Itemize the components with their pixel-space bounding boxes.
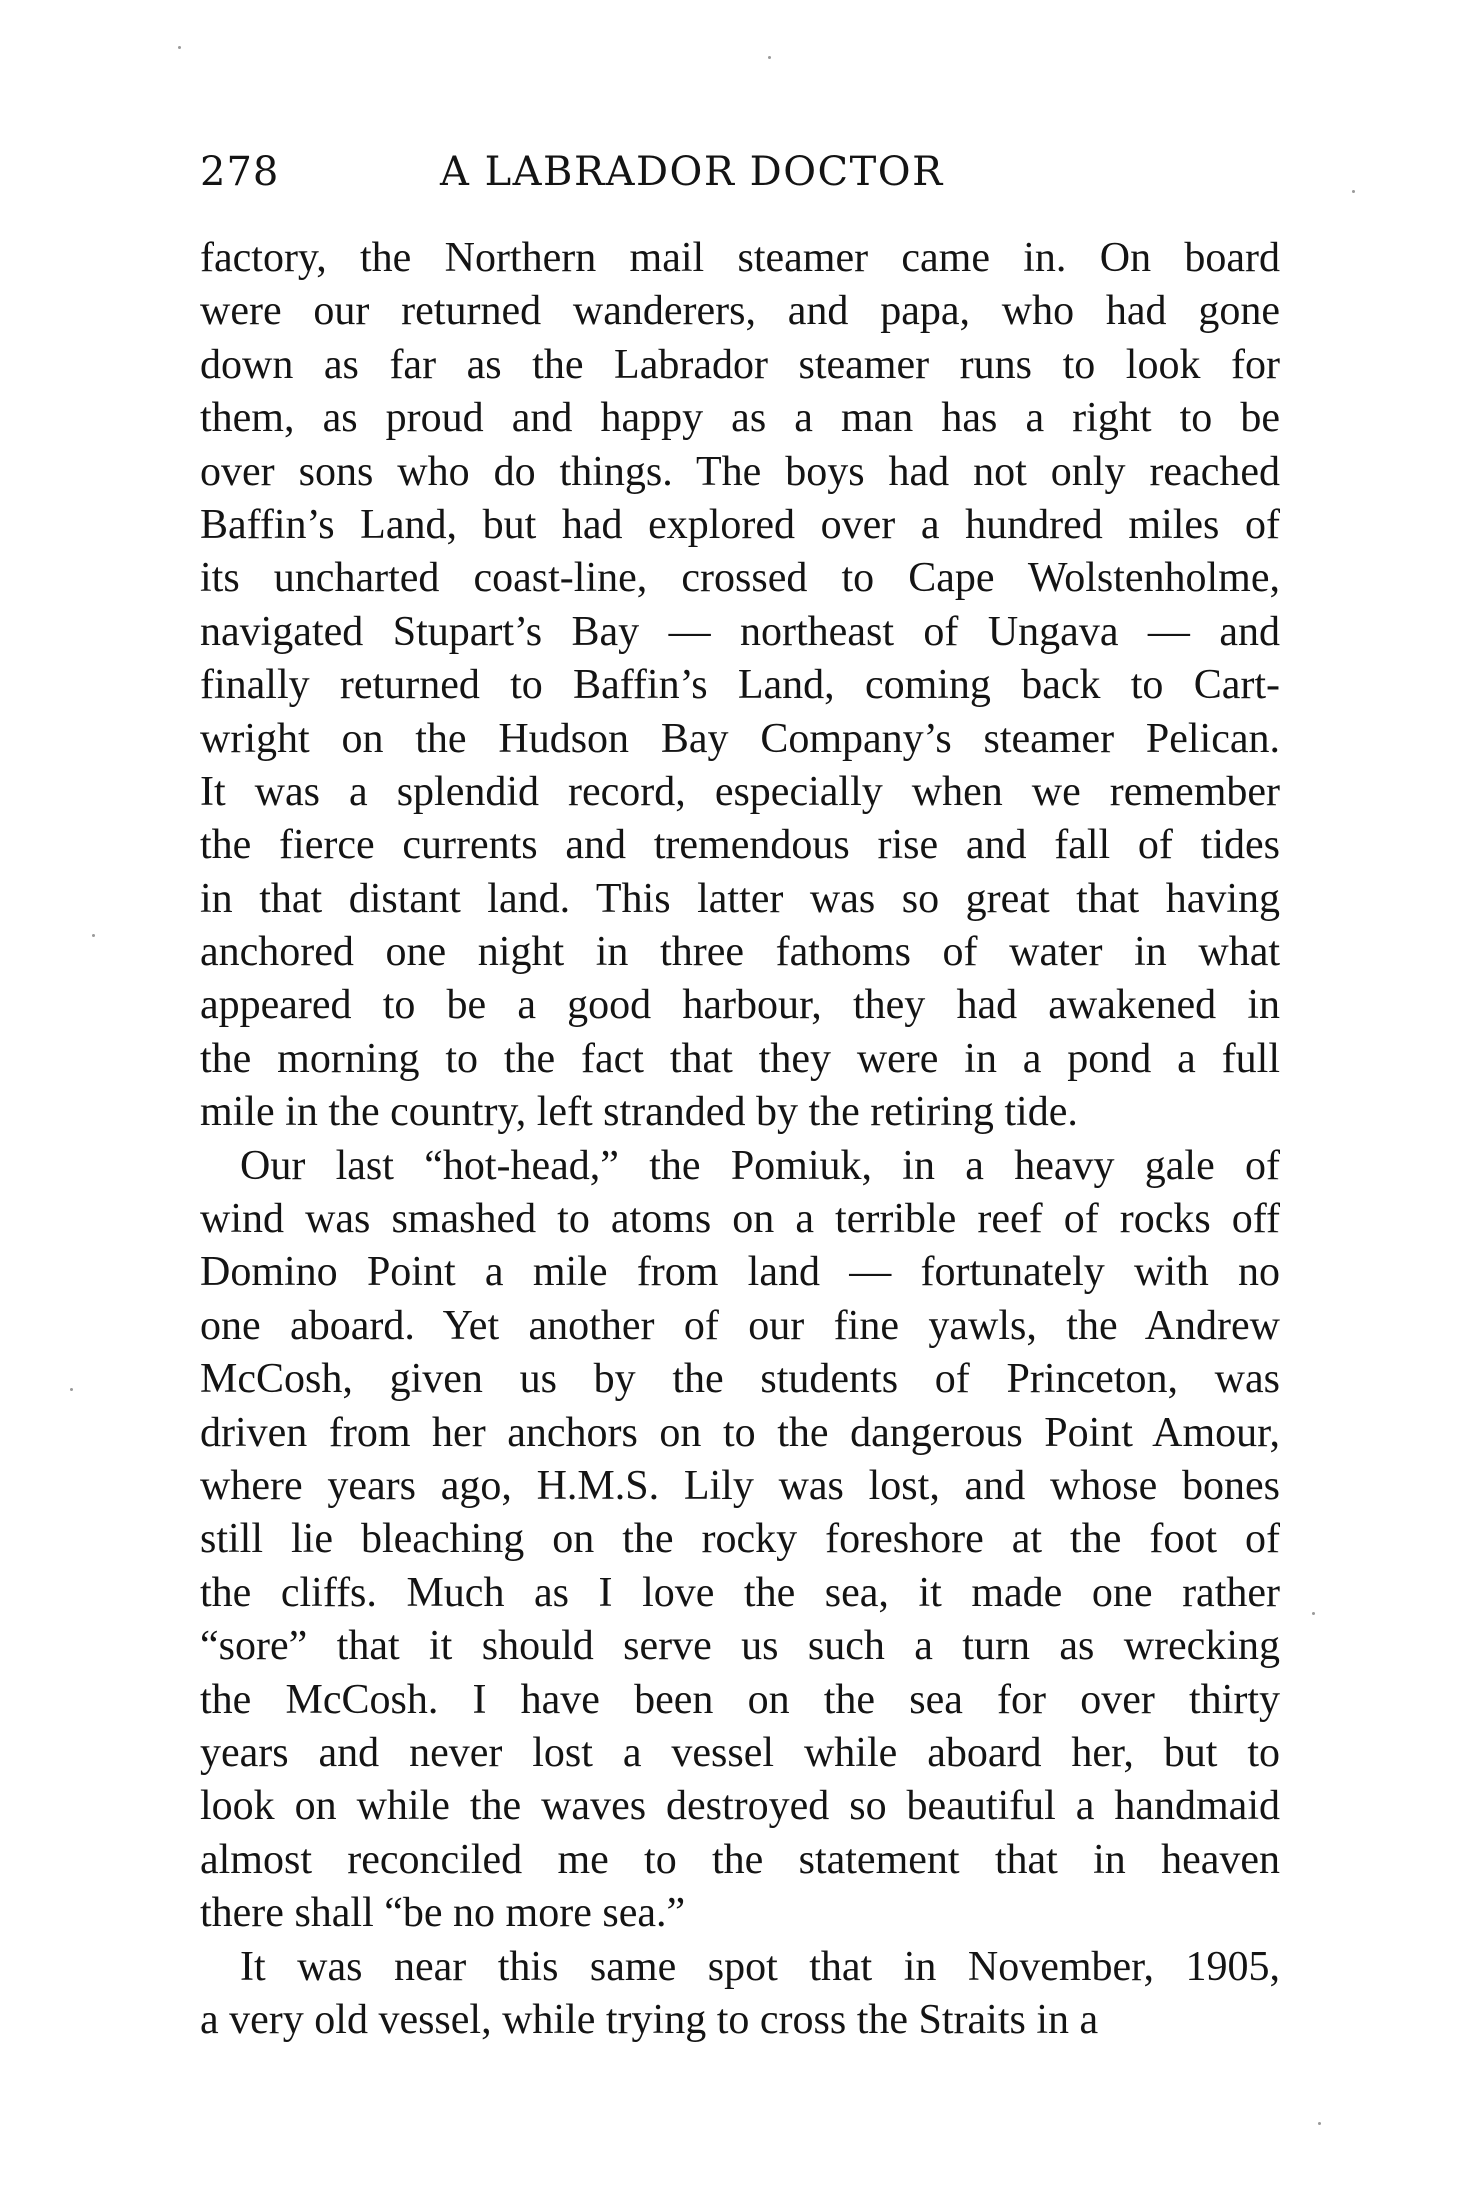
text-line: Our last “hot-head,” the Pomiuk, in a heavy gale of <box>240 1142 1280 1189</box>
text-line: finally returned to Baffin’s Land, coming back to Cart- <box>200 662 1280 709</box>
text-line: anchored one night in three fathoms of water in what <box>200 929 1280 976</box>
body-text <box>200 232 1280 2047</box>
scan-speck <box>1352 190 1355 193</box>
paragraph <box>200 1941 1280 2048</box>
text-line: the morning to the fact that they were in a pond a full <box>200 1035 1280 1082</box>
text-line: factory, the Northern mail steamer came in. On board <box>200 235 1280 281</box>
text-line: its uncharted coast-line, crossed to Cape Wolstenholme, <box>200 555 1280 602</box>
text-line: almost reconciled me to the statement that in heaven <box>200 1836 1280 1883</box>
page-number: 278 <box>200 149 280 195</box>
paragraph <box>200 232 1280 1140</box>
text-line: wind was smashed to atoms on a terrible reef of rocks off <box>200 1196 1280 1243</box>
page-header <box>200 142 1280 202</box>
text-line: down as far as the Labrador steamer runs to look for <box>200 341 1280 388</box>
text-line: wright on the Hudson Bay Company’s steamer Pelican. <box>200 715 1280 762</box>
scan-speck <box>768 56 771 59</box>
text-line: Domino Point a mile from land — fortunately with no <box>200 1249 1280 1296</box>
scan-speck <box>70 1388 73 1391</box>
running-head: A LABRADOR DOCTOR <box>440 149 944 195</box>
text-line: in that distant land. This latter was so great that having <box>200 875 1280 922</box>
text-line: look on while the waves destroyed so beautiful a handmaid <box>200 1783 1280 1830</box>
scan-speck <box>1312 1612 1315 1615</box>
text-line: still lie bleaching on the rocky foreshore at the foot of <box>200 1516 1280 1563</box>
text-line: “sore” that it should serve us such a turn as wrecking <box>200 1623 1280 1670</box>
text-line: there shall “be no more sea.” <box>200 1890 686 1937</box>
text-line: the fierce currents and tremendous rise and fall of tides <box>200 822 1280 869</box>
text-line: the McCosh. I have been on the sea for over thirty <box>200 1676 1280 1723</box>
text-line: where years ago, H.M.S. Lily was lost, and whose bones <box>200 1462 1280 1509</box>
scan-speck <box>1318 2122 1321 2125</box>
text-line: Baffin’s Land, but had explored over a hundred miles of <box>200 501 1280 548</box>
text-line: appeared to be a good harbour, they had awakened in <box>200 982 1280 1029</box>
scan-speck <box>178 46 181 49</box>
text-line: were our returned wanderers, and papa, who had gone <box>200 288 1280 335</box>
text-line: over sons who do things. The boys had not only reached <box>200 448 1280 495</box>
text-line: driven from her anchors on to the dangerous Point Amour, <box>200 1409 1280 1456</box>
text-line: navigated Stupart’s Bay — northeast of Ungava — and <box>200 608 1280 655</box>
paragraph <box>200 1140 1280 1941</box>
text-line: the cliffs. Much as I love the sea, it made one rather <box>200 1569 1280 1616</box>
text-line: McCosh, given us by the students of Princeton, was <box>200 1356 1280 1403</box>
text-line: It was near this same spot that in November, 1905, <box>240 1943 1280 1990</box>
text-line: them, as proud and happy as a man has a right to be <box>200 395 1280 442</box>
text-line: It was a splendid record, especially when we remember <box>200 768 1280 815</box>
text-line: mile in the country, left stranded by the retiring tide. <box>200 1089 1078 1136</box>
scan-speck <box>92 934 95 937</box>
text-line: years and never lost a vessel while aboard her, but to <box>200 1729 1280 1776</box>
text-line: a very old vessel, while trying to cross the Straits in a <box>200 1996 1099 2043</box>
text-line: one aboard. Yet another of our fine yawls, the Andrew <box>200 1302 1280 1349</box>
